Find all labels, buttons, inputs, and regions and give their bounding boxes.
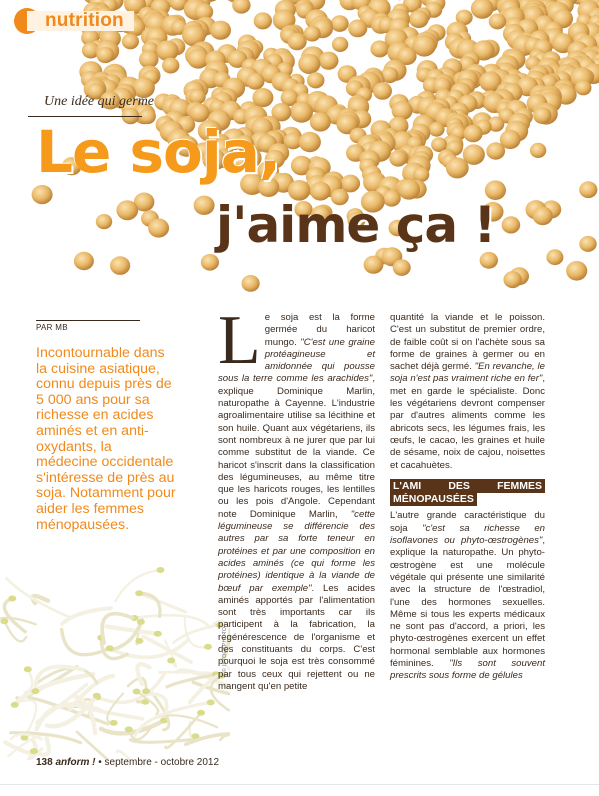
- chickpea: [373, 82, 392, 100]
- chickpea: [331, 15, 349, 32]
- sprout-head: [24, 666, 32, 672]
- page-number: 138: [36, 757, 53, 768]
- chickpea: [486, 142, 505, 159]
- chickpea: [370, 40, 389, 57]
- chickpea: [533, 207, 553, 226]
- body-text: L'autre grande caractéristique du soja: [390, 510, 545, 534]
- chickpea: [579, 236, 596, 252]
- body-quote: "cette légumineuse se différencie des autres par sa forte teneur en protéines et par une composition en acides aminés (ce qui forme les protéines) identique à la viande de bœuf par exemple": [218, 508, 375, 594]
- sprout-head: [106, 645, 114, 651]
- kicker: Une idée qui germe: [44, 94, 155, 109]
- body-quote: "En revanche, le soja n'est pas vraiment riche en fer": [390, 361, 545, 385]
- chickpea: [290, 102, 313, 123]
- chickpea: [194, 196, 215, 215]
- sprout-head: [110, 720, 118, 726]
- chickpea: [254, 12, 272, 29]
- sprout-head: [204, 644, 212, 650]
- chickpea: [310, 112, 331, 131]
- body-text: e soja est la forme germée du haricot mungo.: [264, 312, 375, 348]
- sprout-head: [207, 699, 215, 705]
- section-subhead: [390, 480, 545, 507]
- chickpea: [409, 10, 429, 28]
- body-quote: "C'est une graine protéagineuse et amidonnée qui pousse sous la terre comme les arachides": [218, 336, 375, 385]
- body-quote: "c'est sa richesse en isoflavones ou phyto-œstrogènes": [390, 522, 545, 547]
- section-tab: [14, 8, 134, 34]
- footer: [36, 757, 219, 768]
- chickpea: [348, 20, 367, 38]
- subhead-text: L'AMI DES FEMMES MÉNOPAUSÉES: [390, 479, 545, 506]
- body-text: , explique la naturopathe. Un phyto-œstrogène est une molécule végétale qui présente une similarité avec la structure de l'œstradiol, l'une des hormones sexuelles. Même si tous les experts médicaux ne sont pas d'accord, a priori, les phyto-œstrogènes exercent un effet hormonal semblable aux hormones féminines.: [390, 535, 545, 670]
- chickpea: [298, 54, 320, 74]
- chickpea: [446, 157, 469, 178]
- drop-cap: L: [218, 302, 261, 379]
- kicker-rule: [28, 116, 142, 117]
- chickpea: [210, 21, 231, 40]
- chickpea: [575, 80, 591, 95]
- sprout-stem: [25, 669, 33, 692]
- chickpea: [96, 214, 112, 229]
- chickpea: [546, 249, 563, 265]
- chickpea: [116, 200, 138, 220]
- title-line-2: j'aime ça !: [216, 196, 496, 254]
- footer-rule: [0, 784, 599, 785]
- sprout-head: [125, 726, 133, 732]
- sprout-head: [11, 702, 19, 708]
- sprout-head: [31, 688, 39, 694]
- sprout-head: [167, 658, 175, 664]
- sprout-head: [137, 619, 145, 625]
- chickpea: [429, 122, 445, 137]
- chickpea: [246, 73, 264, 90]
- chickpea: [471, 0, 494, 19]
- chickpea: [579, 181, 597, 198]
- chickpea: [32, 185, 53, 204]
- issue-date: • septembre - octobre 2012: [98, 757, 220, 768]
- sprout-head: [135, 638, 143, 644]
- body-quote: "Ils sont souvent prescrits sous forme de gélules: [390, 658, 545, 682]
- sprout-stem: [220, 735, 230, 752]
- sprout-head: [133, 689, 141, 695]
- magazine-name: anform !: [55, 757, 96, 768]
- chickpea: [480, 252, 498, 269]
- chickpea: [530, 143, 546, 158]
- chickpea: [96, 47, 114, 63]
- chickpea: [148, 218, 169, 237]
- sprout-head: [154, 631, 162, 637]
- body-column-1: [218, 302, 375, 693]
- sprout-stem: [107, 694, 123, 723]
- chickpea: [299, 132, 321, 152]
- chickpea: [74, 252, 94, 270]
- sprout-head: [135, 590, 143, 596]
- sprout-head: [93, 693, 101, 699]
- chickpea: [156, 40, 178, 61]
- chickpea: [332, 37, 348, 52]
- chickpea: [389, 150, 407, 166]
- section-label: nutrition: [27, 11, 134, 31]
- bean-sprouts-photo: [0, 560, 230, 760]
- chickpea: [288, 33, 307, 51]
- sprout-head: [142, 688, 150, 694]
- chickpea: [566, 261, 587, 281]
- chickpea: [489, 13, 506, 29]
- chickpea: [364, 256, 384, 274]
- body-text: . Les acides aminés apportés par l'alimentation sont très importants car ils participent à la fabrication, la régénérescence de l'organisme et des constituants du corps. C'est pourquoi le soja est très consommé par tous ceux qui rejettent ou ne mangent qu'en petite: [218, 582, 375, 692]
- photo-credit: © ISTOCKPHOTO: [222, 626, 228, 672]
- sprout-stem: [140, 594, 185, 612]
- sprout-stem: [77, 732, 110, 760]
- body-text: quantité la viande et le poisson. C'est un substitut de premier ordre, de faible coût si on l'achète sous sa forme de graines à germer ou en sachet déjà germé.: [390, 312, 545, 373]
- sprout-stem: [174, 625, 220, 643]
- body-text: , explique Dominique Marlin, naturopathe à Cayenne. L'industrie agroalimentaire utilise sa lécithine et son huile. Quant aux végétariens, ils sont nombreux à ne jurer que par lui comme substitut de la viande. Ce haricot s'inscrit dans la classification des légumineuses, au même titre que les haricots rouges, les lentilles ou les pois d'Angole. Cependant note Dominique Marlin,: [218, 373, 375, 520]
- chickpea: [503, 271, 521, 288]
- sprout-head: [156, 567, 164, 573]
- byline-rule: [36, 320, 140, 321]
- sprout-stem: [106, 626, 158, 633]
- chickpea: [392, 101, 413, 120]
- chickpea: [393, 259, 411, 276]
- title-line-1: Le soja,: [36, 118, 280, 186]
- chickpea: [464, 125, 483, 143]
- byline: PAR MB: [36, 323, 68, 332]
- chickpea: [533, 107, 551, 124]
- chickpea: [307, 72, 325, 88]
- chickpea: [502, 216, 521, 233]
- sprout-stem: [139, 593, 160, 616]
- body-text: , met en garde le spécialiste. Donc les végétariens devront compenser par d'autres aliments comme les abricots secs, les légumes frais, les œufs, le cacao, les graines et huile de sésame, noix de cajou, noisettes et cacahuètes.: [390, 373, 545, 471]
- sprout-stem: [135, 615, 210, 628]
- chickpea: [232, 0, 250, 14]
- body-column-2: [390, 312, 545, 683]
- chickpea: [242, 275, 260, 292]
- sprout-head: [197, 710, 205, 716]
- chickpea: [162, 58, 179, 74]
- chickpea: [319, 52, 339, 70]
- sprout-head: [30, 748, 38, 754]
- sprout-head: [0, 618, 8, 624]
- sprout-head: [8, 596, 16, 602]
- chickpea: [110, 256, 130, 275]
- intro-paragraph: Incontournable dans la cuisine asiatique, connu depuis près de 5 000 ans pour sa richesse en acides aminés et en anti-oxydants, la médecine occidentale s'intéresse de près au soja. Notamment pour aider les femmes ménopausées.: [36, 345, 176, 533]
- chickpea: [201, 254, 219, 271]
- chickpea: [122, 34, 139, 50]
